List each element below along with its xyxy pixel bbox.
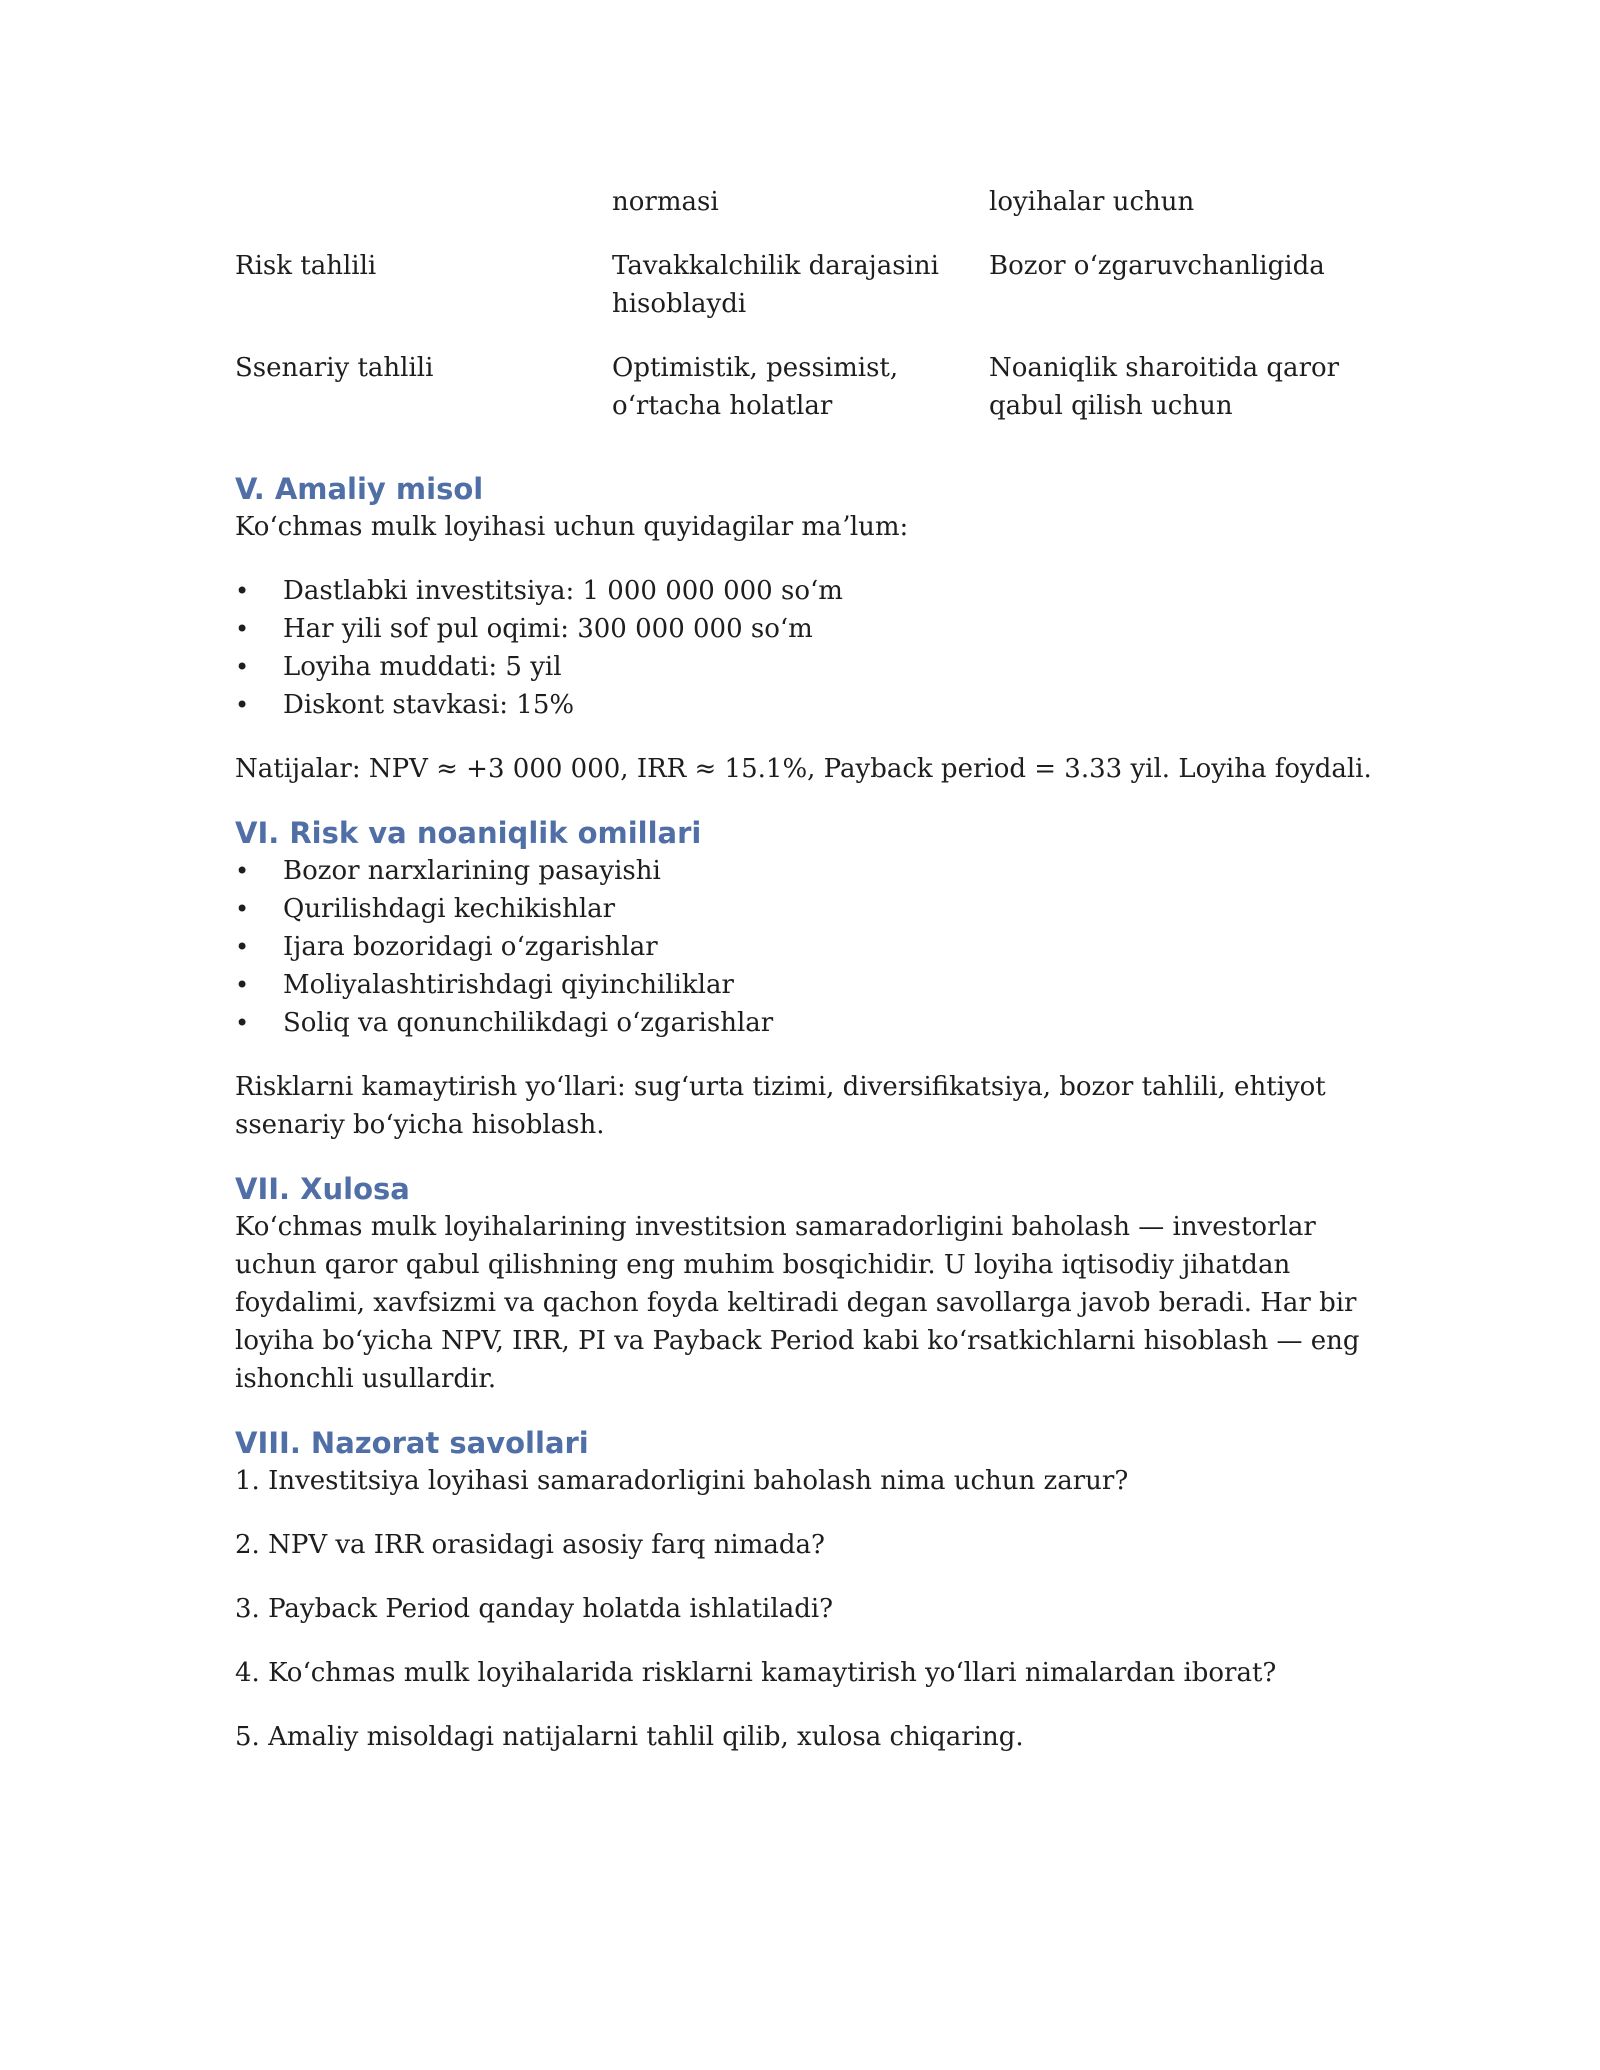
section-heading-amaliy-misol: V. Amaliy misol bbox=[235, 472, 484, 506]
table-row bbox=[235, 349, 1385, 425]
bullet-icon: • bbox=[235, 615, 250, 643]
table-cell: normasi bbox=[612, 187, 719, 217]
list-item bbox=[235, 852, 1385, 890]
list-item-text: Dastlabki investitsiya: 1 000 000 000 soʻm bbox=[283, 576, 843, 606]
list-item bbox=[235, 648, 1385, 686]
section-intro: Koʻchmas mulk loyihasi uchun quyidagilar maʼlum: bbox=[235, 512, 909, 542]
mitigation-paragraph: Risklarni kamaytirish yoʻllari: sugʻurta tizimi, diversifikatsiya, bozor tahlili, ehtiyot ssenariy boʻyicha hisoblash. bbox=[235, 1072, 1326, 1140]
section-heading-risk: VI. Risk va noaniqlik omillari bbox=[235, 816, 702, 850]
bullet-icon: • bbox=[235, 1009, 250, 1037]
list-item-text: Soliq va qonunchilikdagi oʻzgarishlar bbox=[283, 1008, 774, 1038]
list-item-text: Loyiha muddati: 5 yil bbox=[283, 652, 562, 682]
table-cell bbox=[235, 183, 612, 221]
question-item: 3. Payback Period qanday holatda ishlatiladi? bbox=[235, 1594, 834, 1624]
list-item-text: Bozor narxlarining pasayishi bbox=[283, 856, 661, 886]
question-item: 5. Amaliy misoldagi natijalarni tahlil qilib, xulosa chiqaring. bbox=[235, 1722, 1024, 1752]
results-paragraph: Natijalar: NPV ≈ +3 000 000, IRR ≈ 15.1%, Payback period = 3.33 yil. Loyiha foydali. bbox=[235, 754, 1372, 784]
bullet-icon: • bbox=[235, 933, 250, 961]
section-heading-nazorat: VIII. Nazorat savollari bbox=[235, 1426, 589, 1460]
bullet-icon: • bbox=[235, 577, 250, 605]
table-cell: Ssenariy tahlili bbox=[235, 353, 434, 383]
question-item: 4. Koʻchmas mulk loyihalarida risklarni kamaytirish yoʻllari nimalardan iborat? bbox=[235, 1658, 1277, 1688]
list-item bbox=[235, 572, 1385, 610]
question-item: 1. Investitsiya loyihasi samaradorligini baholash nima uchun zarur? bbox=[235, 1466, 1129, 1496]
list-item bbox=[235, 928, 1385, 966]
bullet-icon: • bbox=[235, 653, 250, 681]
list-item-text: Har yili sof pul oqimi: 300 000 000 soʻm bbox=[283, 614, 813, 644]
table-row bbox=[235, 247, 1385, 323]
question-item: 2. NPV va IRR orasidagi asosiy farq nimada? bbox=[235, 1530, 825, 1560]
analysis-table bbox=[235, 183, 1385, 425]
list-item bbox=[235, 610, 1385, 648]
list-item bbox=[235, 686, 1385, 724]
list-item-text: Moliyalashtirishdagi qiyinchiliklar bbox=[283, 970, 734, 1000]
table-cell: Bozor oʻzgaruvchanligida bbox=[989, 251, 1325, 281]
table-row bbox=[235, 183, 1385, 221]
table-cell: loyihalar uchun bbox=[989, 187, 1195, 217]
bullet-icon: • bbox=[235, 691, 250, 719]
list-item-text: Ijara bozoridagi oʻzgarishlar bbox=[283, 932, 658, 962]
example-list bbox=[235, 572, 1385, 724]
risk-list bbox=[235, 852, 1385, 1042]
bullet-icon: • bbox=[235, 857, 250, 885]
list-item bbox=[235, 966, 1385, 1004]
bullet-icon: • bbox=[235, 895, 250, 923]
list-item-text: Diskont stavkasi: 15% bbox=[283, 690, 575, 720]
table-cell: Noaniqlik sharoitida qaror qabul qilish uchun bbox=[989, 353, 1340, 421]
section-heading-xulosa: VII. Xulosa bbox=[235, 1172, 410, 1206]
table-cell: Tavakkalchilik darajasini hisoblaydi bbox=[612, 251, 939, 319]
bullet-icon: • bbox=[235, 971, 250, 999]
list-item bbox=[235, 1004, 1385, 1042]
table-cell: Optimistik, pessimist, oʻrtacha holatlar bbox=[612, 353, 899, 421]
document-content bbox=[235, 183, 1385, 1756]
conclusion-paragraph: Koʻchmas mulk loyihalarining investitsion samaradorligini baholash — investorlar uchun qaror qabul qilishning eng muhim bosqichidir. U loyiha iqtisodiy jihatdan foydalimi, xavfsizmi va qachon foyda keltiradi degan savollarga javob beradi. Har bir loyiha boʻyicha NPV, IRR, PI va Payback Period kabi koʻrsatkichlarni hisoblash — eng ishonchli usullardir. bbox=[235, 1212, 1360, 1394]
table-cell: Risk tahlili bbox=[235, 251, 377, 281]
list-item-text: Qurilishdagi kechikishlar bbox=[283, 894, 616, 924]
list-item bbox=[235, 890, 1385, 928]
